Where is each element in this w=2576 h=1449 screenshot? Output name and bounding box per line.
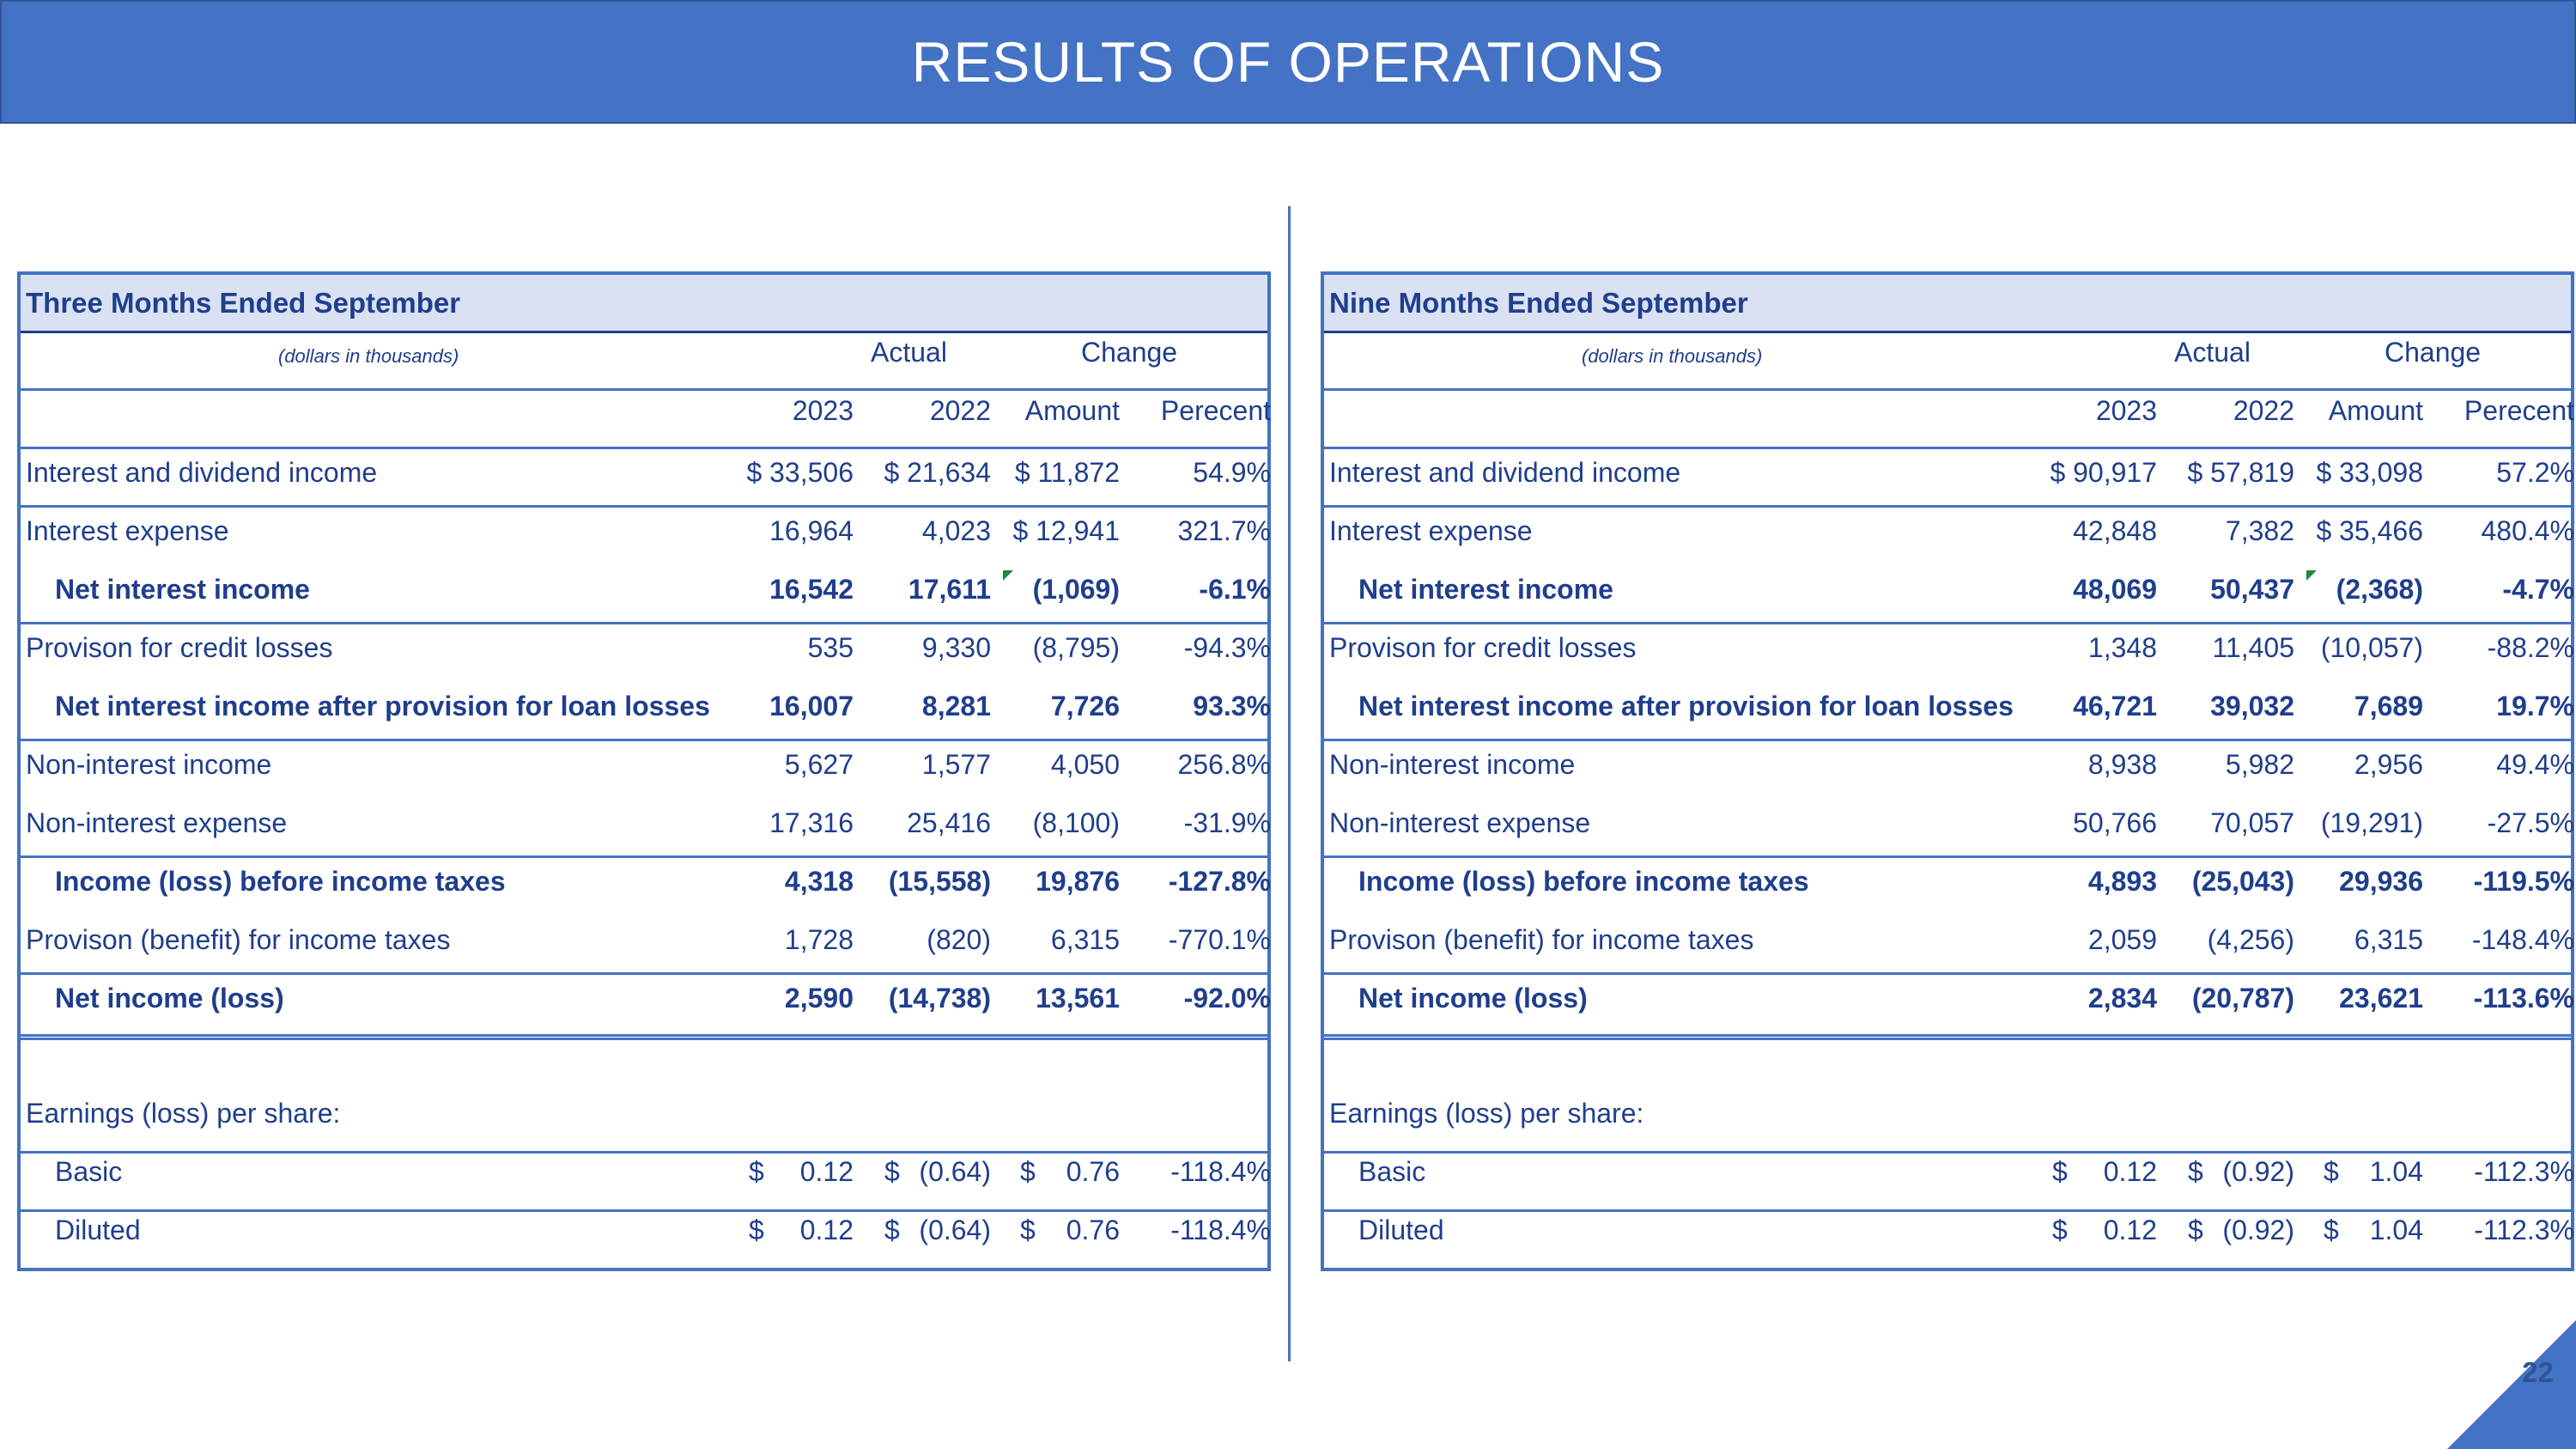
section-divider	[1324, 1034, 2571, 1040]
value-change-amount: 23,621	[2339, 983, 2423, 1014]
value-2022: (25,043)	[2191, 866, 2294, 897]
value-change-amount: $ 12,941	[1012, 515, 1120, 546]
column-header-amount: Amount	[1024, 395, 1120, 426]
value-change-percent: -127.8%	[1168, 866, 1271, 897]
row-label: Non-interest expense	[1329, 807, 1591, 838]
value-2022: 11,405	[2212, 632, 2294, 663]
value-2022: 4,023	[921, 515, 991, 546]
value-2022: 5,982	[2225, 749, 2294, 780]
eps-2023: 0.12	[799, 1156, 854, 1187]
eps-change-amount: 0.76	[1066, 1215, 1120, 1245]
value-change-percent: -6.1%	[1199, 574, 1271, 605]
row-label: Income (loss) before income taxes	[55, 866, 506, 897]
eps-2023: 0.12	[799, 1215, 854, 1245]
value-2023: 1,348	[2087, 632, 2157, 663]
value-2023: 42,848	[2073, 515, 2157, 546]
row-divider	[1324, 972, 2571, 975]
row-label: Net income (loss)	[55, 983, 284, 1014]
value-2023: 1,728	[784, 924, 854, 955]
value-change-amount: (8,795)	[1032, 632, 1120, 663]
cell-comment-marker	[2306, 570, 2317, 581]
value-change-amount: 7,726	[1050, 691, 1120, 721]
slide-title-bar	[0, 0, 2576, 124]
column-header-2023: 2023	[792, 395, 854, 426]
eps-label: Earnings (loss) per share:	[26, 1098, 341, 1129]
value-change-percent: -31.9%	[1183, 807, 1271, 838]
cell-comment-marker	[1003, 570, 1013, 581]
currency-symbol: $	[749, 1215, 764, 1245]
currency-symbol: $	[884, 1156, 900, 1187]
eps-change-amount: 0.76	[1066, 1156, 1120, 1187]
value-2023: 16,542	[769, 574, 854, 605]
header-change: Change	[1081, 337, 1178, 368]
column-header-percent: Perecent	[1160, 395, 1271, 426]
row-label: Interest expense	[26, 515, 229, 546]
row-divider	[1324, 505, 2571, 508]
row-label: Non-interest income	[26, 749, 272, 780]
row-divider	[21, 1151, 1267, 1154]
row-divider	[1324, 1209, 2571, 1212]
value-2022: $ 57,819	[2187, 457, 2294, 488]
row-divider	[21, 739, 1267, 741]
value-change-percent: 49.4%	[2496, 749, 2574, 780]
value-change-amount: 4,050	[1050, 749, 1120, 780]
row-label: Net interest income	[1358, 574, 1613, 605]
row-divider	[1324, 1151, 2571, 1154]
value-change-percent: -4.7%	[2502, 574, 2574, 605]
eps-change-percent: -118.4%	[1170, 1215, 1271, 1245]
row-label: Net interest income	[55, 574, 310, 605]
value-2022: 1,577	[921, 749, 991, 780]
header-divider	[21, 447, 1267, 449]
header-divider	[21, 388, 1267, 391]
currency-symbol: $	[2052, 1156, 2068, 1187]
value-2023: $ 90,917	[2050, 457, 2157, 488]
row-label: Non-interest income	[1329, 749, 1576, 780]
value-change-percent: 93.3%	[1193, 691, 1271, 721]
row-label: Net interest income after provision for loan losses	[1358, 691, 2014, 721]
row-label: Net income (loss)	[1358, 983, 1588, 1014]
slide-title: RESULTS OF OPERATIONS	[911, 30, 1665, 94]
currency-symbol: $	[1020, 1156, 1036, 1187]
column-header-2022: 2022	[929, 395, 991, 426]
units-note: (dollars in thousands)	[278, 345, 459, 367]
row-divider	[21, 505, 1267, 508]
value-2023: 5,627	[784, 749, 854, 780]
value-change-amount: (1,069)	[1032, 574, 1120, 605]
value-2022: (14,738)	[888, 983, 991, 1014]
currency-symbol: $	[2188, 1156, 2203, 1187]
row-label: Interest and dividend income	[26, 457, 378, 488]
value-change-percent: -113.6%	[2473, 983, 2574, 1014]
eps-2022: (0.92)	[2222, 1156, 2294, 1187]
value-change-percent: -88.2%	[2487, 632, 2574, 663]
eps-change-amount: 1.04	[2369, 1215, 2423, 1245]
page-corner-triangle	[2447, 1320, 2576, 1449]
value-change-percent: -27.5%	[2487, 807, 2574, 838]
value-change-amount: $ 33,098	[2316, 457, 2423, 488]
value-2023: 2,590	[784, 983, 854, 1014]
value-2023: 2,834	[2087, 983, 2157, 1014]
currency-symbol: $	[2052, 1215, 2068, 1245]
eps-2022: (0.92)	[2222, 1215, 2294, 1245]
value-change-amount: (10,057)	[2320, 632, 2423, 663]
page-number: 22	[2522, 1356, 2554, 1388]
column-header-2022: 2022	[2233, 395, 2294, 426]
header-actual: Actual	[871, 337, 947, 368]
value-change-percent: -119.5%	[2473, 866, 2574, 897]
header-change: Change	[2385, 337, 2482, 368]
header-divider	[1324, 447, 2571, 449]
row-divider	[1324, 855, 2571, 858]
value-change-percent: -770.1%	[1168, 924, 1271, 955]
currency-symbol: $	[749, 1156, 764, 1187]
value-2022: (820)	[927, 924, 991, 955]
nine-months-table	[1321, 271, 2574, 1271]
row-label: Provison for credit losses	[1329, 632, 1637, 663]
row-divider	[21, 972, 1267, 975]
value-2022: (15,558)	[888, 866, 991, 897]
value-change-percent: 256.8%	[1177, 749, 1271, 780]
value-change-amount: 6,315	[1050, 924, 1120, 955]
table-title-row	[1324, 275, 2571, 333]
header-divider	[1324, 388, 2571, 391]
value-change-percent: 480.4%	[2481, 515, 2574, 546]
eps-label: Earnings (loss) per share:	[1329, 1098, 1644, 1129]
eps-row-label: Basic	[55, 1156, 123, 1187]
eps-change-percent: -118.4%	[1170, 1156, 1271, 1187]
eps-row-label: Diluted	[1358, 1215, 1444, 1245]
currency-symbol: $	[1020, 1215, 1036, 1245]
value-change-percent: 19.7%	[2496, 691, 2574, 721]
row-label: Non-interest expense	[26, 807, 288, 838]
table-title: Three Months Ended September	[26, 287, 461, 319]
value-2022: 39,032	[2210, 691, 2294, 721]
eps-change-percent: -112.3%	[2474, 1215, 2574, 1245]
value-2023: 48,069	[2073, 574, 2157, 605]
value-2023: 46,721	[2073, 691, 2157, 721]
row-divider	[1324, 739, 2571, 741]
value-2022: 9,330	[921, 632, 991, 663]
row-label: Net interest income after provision for loan losses	[55, 691, 710, 721]
value-2023: 4,893	[2087, 866, 2157, 897]
currency-symbol: $	[884, 1215, 900, 1245]
currency-symbol: $	[2324, 1156, 2339, 1187]
eps-2022: (0.64)	[919, 1215, 991, 1245]
section-divider	[21, 1034, 1267, 1040]
value-change-amount: (2,368)	[2336, 574, 2423, 605]
center-divider	[1288, 206, 1291, 1361]
value-2022: 50,437	[2210, 574, 2294, 605]
value-2022: (20,787)	[2191, 983, 2294, 1014]
value-2022: 70,057	[2210, 807, 2294, 838]
currency-symbol: $	[2324, 1215, 2339, 1245]
row-label: Provison (benefit) for income taxes	[1329, 924, 1754, 955]
eps-2023: 0.12	[2103, 1156, 2157, 1187]
currency-symbol: $	[2188, 1215, 2203, 1245]
value-change-percent: 57.2%	[2496, 457, 2574, 488]
table-title-row	[21, 275, 1267, 333]
value-change-amount: 29,936	[2339, 866, 2423, 897]
header-actual: Actual	[2174, 337, 2251, 368]
value-2023: 16,964	[769, 515, 854, 546]
value-change-amount: 7,689	[2354, 691, 2423, 721]
value-change-amount: 13,561	[1036, 983, 1120, 1014]
value-change-amount: (19,291)	[2320, 807, 2423, 838]
eps-2023: 0.12	[2103, 1215, 2157, 1245]
value-change-percent: 54.9%	[1193, 457, 1271, 488]
eps-row-label: Basic	[1358, 1156, 1426, 1187]
eps-change-amount: 1.04	[2369, 1156, 2423, 1187]
value-change-amount: $ 11,872	[1014, 457, 1120, 488]
row-divider	[21, 622, 1267, 624]
value-change-percent: -94.3%	[1183, 632, 1271, 663]
value-change-amount: 19,876	[1036, 866, 1120, 897]
row-label: Interest expense	[1329, 515, 1533, 546]
three-months-table	[17, 271, 1271, 1271]
row-divider	[21, 1209, 1267, 1212]
value-2023: $ 33,506	[746, 457, 854, 488]
value-change-amount: (8,100)	[1032, 807, 1120, 838]
eps-row-label: Diluted	[55, 1215, 141, 1245]
value-2022: 8,281	[921, 691, 991, 721]
value-2023: 2,059	[2087, 924, 2157, 955]
value-change-percent: -148.4%	[2471, 924, 2574, 955]
value-2022: 17,611	[908, 574, 991, 605]
value-change-percent: -92.0%	[1183, 983, 1271, 1014]
value-2022: $ 21,634	[884, 457, 991, 488]
value-2022: 7,382	[2225, 515, 2294, 546]
value-2023: 16,007	[769, 691, 854, 721]
eps-2022: (0.64)	[919, 1156, 991, 1187]
units-note: (dollars in thousands)	[1582, 345, 1763, 367]
column-header-percent: Perecent	[2464, 395, 2574, 426]
column-header-2023: 2023	[2095, 395, 2157, 426]
row-label: Interest and dividend income	[1329, 457, 1681, 488]
value-2023: 50,766	[2073, 807, 2157, 838]
row-label: Provison (benefit) for income taxes	[26, 924, 451, 955]
value-2022: 25,416	[907, 807, 991, 838]
column-header-amount: Amount	[2328, 395, 2423, 426]
row-divider	[1324, 622, 2571, 624]
eps-change-percent: -112.3%	[2474, 1156, 2574, 1187]
row-label: Provison for credit losses	[26, 632, 333, 663]
value-2023: 8,938	[2087, 749, 2157, 780]
table-title: Nine Months Ended September	[1329, 287, 1748, 319]
value-change-amount: 2,956	[2354, 749, 2423, 780]
row-label: Income (loss) before income taxes	[1358, 866, 1809, 897]
value-2022: (4,256)	[2207, 924, 2294, 955]
value-2023: 535	[807, 632, 854, 663]
value-change-amount: $ 35,466	[2316, 515, 2423, 546]
value-2023: 17,316	[769, 807, 854, 838]
value-change-amount: 6,315	[2354, 924, 2423, 955]
value-2023: 4,318	[784, 866, 854, 897]
row-divider	[21, 855, 1267, 858]
value-change-percent: 321.7%	[1177, 515, 1271, 546]
